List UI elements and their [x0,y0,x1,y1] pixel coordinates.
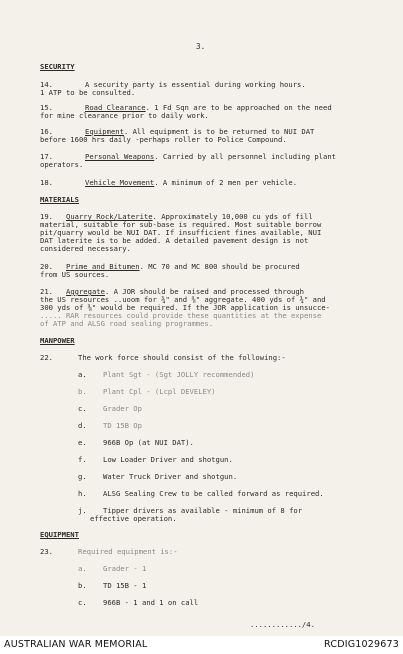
list-item: 966B Op (at NUI DAT). [103,438,194,447]
para-text: of ATP and ALSG road sealing programmes. [40,319,214,328]
para-number: 18. [40,178,53,187]
para-text: before 1600 hrs daily -perhaps roller to Police Compound. [40,135,287,144]
para-number: 21. [40,287,53,296]
para-text: from US sources. [40,270,110,279]
para-title: Aggregate [66,287,105,296]
para-title: Vehicle Movement [85,178,155,187]
para-text: considered necessary. [40,244,131,253]
para-title: Equipment [85,127,124,136]
list-letter: e. [78,438,87,447]
para-title: Road Clearance [85,103,146,112]
list-item: Low Loader Driver and shotgun. [103,455,233,464]
list-letter: c. [78,598,87,607]
list-item: Plant Sgt - (Sgt JOLLY recommended) [103,370,255,379]
list-item: 966B - 1 and 1 on call [103,598,199,607]
para-text: . MC 70 and MC 800 should be procured [139,262,300,271]
list-letter: j. [78,506,87,515]
list-item: Water Truck Driver and shotgun. [103,472,238,481]
para-title: Prime and Bitumen [66,262,140,271]
para-number: 19. [40,212,53,221]
list-item: TD 15B - 1 [103,581,147,590]
para-text: The work force should consist of the following:- [78,353,286,362]
para-heading-inline [85,152,336,161]
heading-equipment: EQUIPMENT [40,530,79,539]
list-item: Grader Op [103,404,142,413]
para-number: 14. [40,80,53,89]
continuation-marker: ............/4. [250,620,315,629]
para-number: 15. [40,103,53,112]
para-heading-inline [85,178,297,187]
para-text: . A JOR should be raised and processed through [104,287,305,296]
list-letter: f. [78,455,87,464]
para-title: Personal Weapons [85,152,155,161]
para-text: the US resources ..uoom for ¾" and ⅜" aggregate. 400 yds of ¾" and [40,295,326,304]
para-text: for mine clearance prior to daily work. [40,111,209,120]
para-text: material, suitable for sub-base is required. Most suitable borrow [40,220,322,229]
footer-institution: AUSTRALIAN WAR MEMORIAL [4,639,148,650]
para-number: 22. [40,353,53,362]
footer-record-id: RCDIG1029673 [324,639,399,650]
para-text: . Approximately 10,000 cu yds of fill [152,212,313,221]
para-number: 20. [40,262,53,271]
para-number: 17. [40,152,53,161]
para-title: Quarry Rock/Laterite [66,212,153,221]
para-text: pit/quarry would be NUI DAT. If insufficient fines available, NUI [40,228,322,237]
archive-footer [0,636,403,654]
list-item-continued: effective operation. [90,514,177,523]
para-text: . 1 Fd Sqn are to be approached on the need [145,103,332,112]
para-text: . A minimum of 2 men per vehicle. [154,178,298,187]
para-text: 300 yds of ⅜" would be required. If the JOR application is unsucce- [40,303,330,312]
para-text: . Carried by all personnel including plant [154,152,336,161]
list-letter: d. [78,421,87,430]
para-text: ..... RAR resources could provide these quantities at the expense [40,311,322,320]
list-item: Tipper drivers as available - minimum of 8 for [103,506,303,515]
list-letter: h. [78,489,87,498]
heading-materials: MATERIALS [40,195,79,204]
para-text: . All equipment is to be returned to NUI DAT [123,127,315,136]
para-number: 23. [40,547,53,556]
list-letter: b. [78,581,87,590]
list-item: Grader - 1 [103,564,147,573]
para-text: DAT laterite is to be added. A detailed pavement design is not [40,236,309,245]
list-item: TD 15B Op [103,421,142,430]
list-letter: b. [78,387,87,396]
list-letter: c. [78,404,87,413]
list-item: Plant Cpl - (Lcpl DEVELEY) [103,387,216,396]
heading-manpower: MANPOWER [40,336,75,345]
list-letter: a. [78,370,87,379]
heading-security: SECURITY [40,62,75,71]
para-text: operators. [40,160,84,169]
para-text: Required equipment is:- [78,547,178,556]
list-letter: g. [78,472,87,481]
list-item: ALSG Sealing Crew to be called forward as required. [103,489,324,498]
para-number: 16. [40,127,53,136]
page-number: 3. [196,42,206,51]
list-letter: a. [78,564,87,573]
para-text: 1 ATP to be consulted. [40,88,136,97]
para-text: A security party is essential during working hours. [85,80,306,89]
